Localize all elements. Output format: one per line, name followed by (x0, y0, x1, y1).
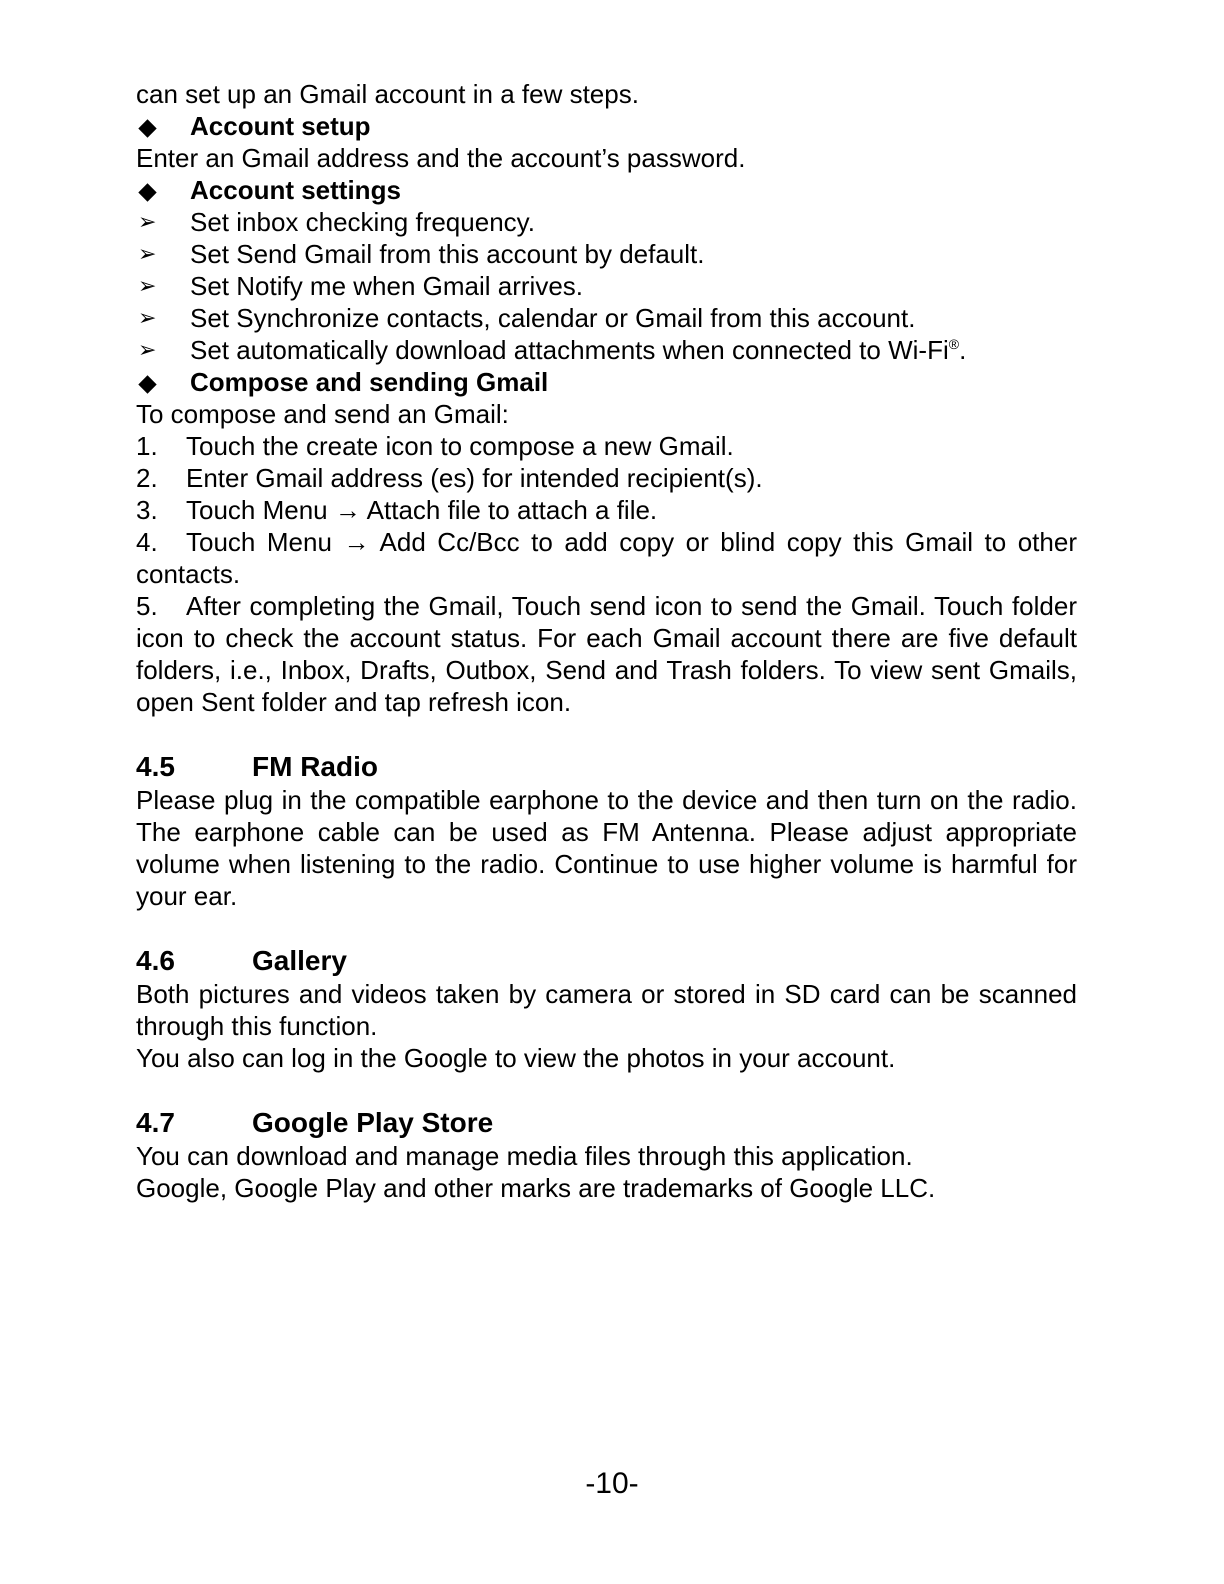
section-heading-fm-radio: 4.5 FM Radio (136, 751, 378, 782)
settings-item: ➢ Set Synchronize contacts, calendar or Gmail from this account. (138, 303, 916, 333)
account-settings-heading: Account settings (136, 174, 1077, 206)
arrowhead-bullet-icon: ➢ (138, 337, 157, 362)
settings-item: ➢ Set automatically download attachments when connected to Wi-Fi®. (138, 335, 967, 365)
settings-item: ➢ Set inbox checking frequency. (138, 207, 535, 237)
arrowhead-bullet-icon: ➢ (138, 209, 157, 234)
compose-step: 2. Enter Gmail address (es) for intended recipient(s). (136, 463, 763, 493)
gallery-paragraph: Both pictures and videos taken by camera or stored in SD card can be scanned through this function. (136, 979, 1077, 1041)
compose-step: 5. After completing the Gmail, Touch send icon to send the Gmail. Touch folder icon to check the account status. For each Gmail account there are five default folders, i.e., Inbox, Drafts, Outbox, Send and Trash folders. To view sent Gmails, open Sent folder and tap refresh icon. (136, 591, 1077, 717)
page-number: -10- (585, 1467, 639, 1500)
account-setup-text: Enter an Gmail address and the account’s password. (136, 143, 746, 173)
compose-step: 1. Touch the create icon to compose a new Gmail. (136, 431, 734, 461)
section-heading-gallery: 4.6 Gallery (136, 945, 347, 976)
document-page (136, 78, 1077, 1204)
settings-item: ➢ Set Notify me when Gmail arrives. (138, 271, 584, 301)
diamond-bullet-icon (138, 366, 154, 398)
intro-text: can set up an Gmail account in a few steps. (136, 79, 639, 109)
fm-radio-paragraph: Please plug in the compatible earphone to the device and then turn on the radio. The earphone cable can be used as FM Antenna. Please adjust appropriate volume when listening to the radio. Continue to use higher volume is harmful for your ear. (136, 785, 1077, 911)
arrowhead-bullet-icon: ➢ (138, 273, 157, 298)
arrowhead-bullet-icon: ➢ (138, 241, 157, 266)
compose-heading: Compose and sending Gmail (136, 366, 1077, 398)
arrowhead-bullet-icon: ➢ (138, 305, 157, 330)
diamond-bullet-icon (138, 110, 154, 142)
account-setup-heading: Account setup (136, 110, 1077, 142)
play-store-paragraph: You can download and manage media files through this application. (136, 1141, 913, 1171)
registered-mark: ® (948, 336, 960, 352)
diamond-bullet-icon (138, 174, 154, 206)
compose-step: 3. Touch Menu → Attach file to attach a file. (136, 495, 658, 525)
compose-intro: To compose and send an Gmail: (136, 399, 509, 429)
compose-step: 4. Touch Menu → Add Cc/Bcc to add copy or blind copy this Gmail to other contacts. (136, 527, 1077, 589)
gallery-paragraph: You also can log in the Google to view the photos in your account. (136, 1043, 896, 1073)
play-store-paragraph: Google, Google Play and other marks are trademarks of Google LLC. (136, 1173, 936, 1203)
settings-item: ➢ Set Send Gmail from this account by default. (138, 239, 705, 269)
section-heading-play-store: 4.7 Google Play Store (136, 1107, 494, 1138)
